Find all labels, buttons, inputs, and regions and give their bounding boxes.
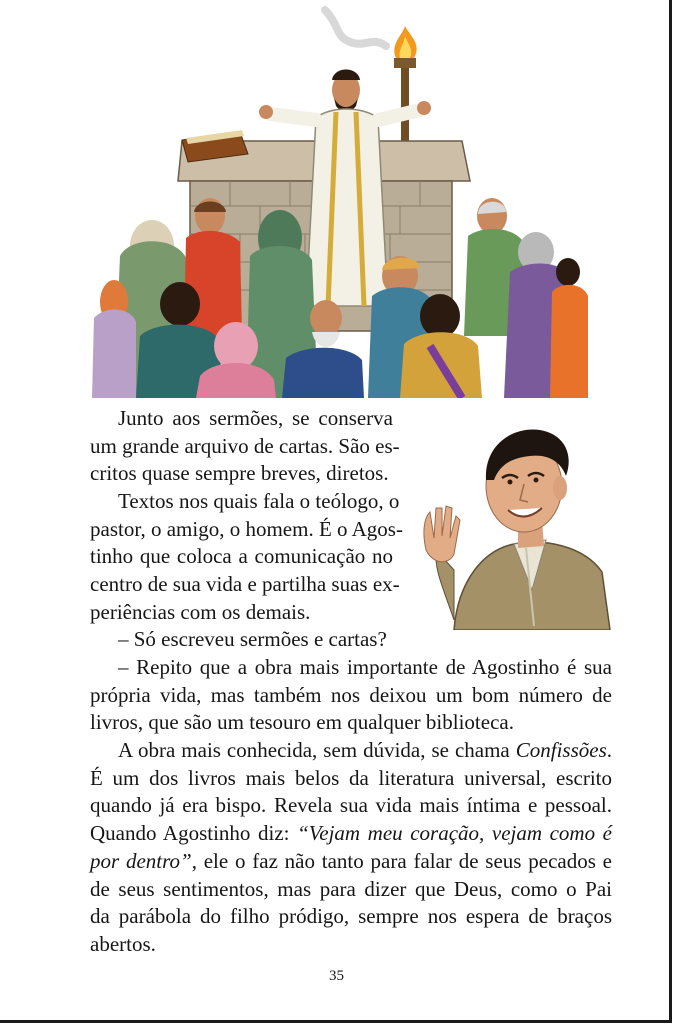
text-line: periências com os demais. (90, 599, 311, 624)
text-line: – Só escreveu sermões e cartas? (118, 627, 387, 651)
text-run: , ele o faz não tanto para falar de seus pecados e (191, 848, 612, 873)
paragraph-texts-theologian (90, 488, 403, 627)
text-line: centro de sua vida e partilha suas ex- (90, 572, 400, 597)
text-line: É um dos livros mais belos da literatura universal, escrito (90, 765, 612, 790)
paragraph-letters-archive (90, 405, 400, 488)
sermon-scene-illustration (90, 6, 590, 398)
quotation: “Vejam meu coração, vejam como é (297, 821, 612, 846)
text-line: abertos. (90, 931, 156, 956)
text-line (90, 848, 612, 876)
text-run: Quando Agostinho diz: (90, 821, 298, 846)
text-line: livros, que são um tesouro em qualquer biblioteca. (90, 710, 514, 735)
young-man-portrait-illustration (414, 420, 614, 630)
text-line: Textos nos quais fala o teólogo, o (118, 489, 400, 513)
text-line (90, 820, 612, 848)
text-run: . (606, 738, 612, 762)
text-line: pastor, o amigo, o homem. É o Agos- (90, 516, 403, 541)
text-line (90, 737, 612, 765)
paragraph-answer (90, 654, 612, 737)
text-line: Junto aos sermões, se conserva (118, 406, 393, 430)
text-line: critos quase sempre breves, diretos. (90, 461, 389, 486)
paragraph-confessions (90, 737, 612, 959)
text-line: da parábola do filho pródigo, sempre nos espera de braços (90, 904, 612, 929)
text-line: um grande arquivo de cartas. São es- (90, 433, 400, 458)
page-number: 35 (329, 968, 344, 984)
text-line: de seus sentimentos, mas para dizer que Deus, como o Pai (90, 876, 612, 901)
paragraph-question (90, 626, 612, 654)
book-title: Confissões (515, 738, 607, 762)
text-line: – Repito que a obra mais importante de Agostinho é sua (118, 655, 612, 679)
quotation: por dentro” (90, 848, 192, 873)
text-line: quando já era bispo. Revela sua vida mais íntima e pessoal. (90, 793, 612, 818)
text-line: tinho que coloca a comunicação no (90, 544, 393, 569)
text-line: própria vida, mas também nos deixou um bom número de (90, 682, 612, 707)
text-run: A obra mais conhecida, sem dúvida, se chama (118, 738, 516, 762)
